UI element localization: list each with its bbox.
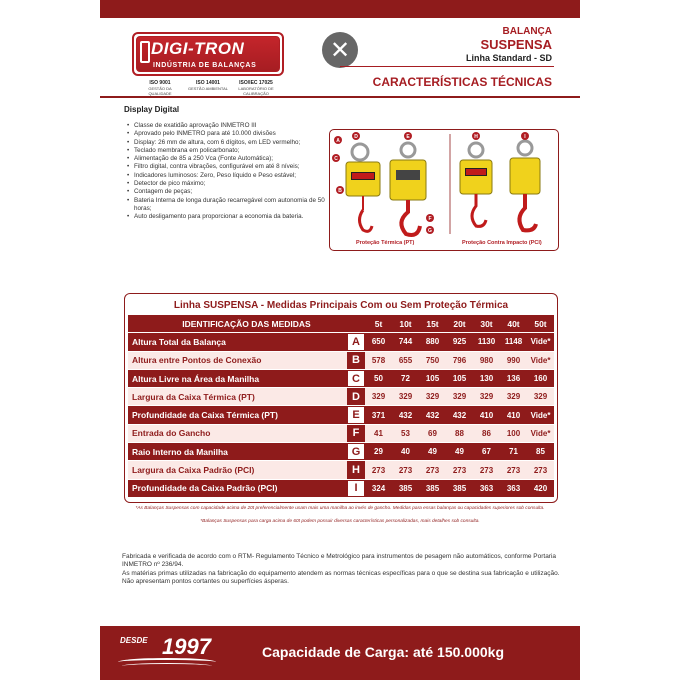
row-value: 49: [419, 443, 446, 460]
row-value: 880: [419, 333, 446, 350]
table-note-1: *As Balanças Suspensas com capacidade acima de 20t preferencialmente usam mais uma manilha ao invés de gancho. Medidas para essas balanças ou capacidades superiores sob consulta.: [135, 506, 545, 511]
row-value: 329: [473, 388, 500, 405]
row-letter: D: [347, 388, 365, 405]
row-value: 40: [392, 443, 419, 460]
cert-iso9001: ISO 9001 GESTÃO DA QUALIDADE: [148, 80, 172, 96]
feature-item: • Classe de exatidão aprovação INMETRO III: [126, 122, 326, 130]
row-letter: B: [347, 352, 365, 369]
header-line2: SUSPENSA: [480, 37, 552, 52]
capacity-header: 50t: [527, 315, 554, 332]
brand-name: DIGI-TRON: [151, 39, 245, 58]
diagram-letter: F: [428, 216, 432, 222]
row-value: 69: [419, 425, 446, 442]
row-value: 50: [365, 370, 392, 387]
row-value: 363: [473, 480, 500, 497]
feature-item: • Aprovado pelo INMETRO para até 10.000 divisões: [126, 130, 326, 138]
since-label: DESDE: [120, 636, 148, 645]
feature-item: • Contagem de peças;: [126, 188, 326, 196]
row-value: 655: [392, 352, 419, 369]
row-value: 385: [446, 480, 473, 497]
caption-pci: Proteção Contra Impacto (PCI): [462, 240, 542, 246]
row-letter: G: [347, 443, 365, 460]
row-label: Raio Interno da Manilha: [128, 443, 347, 460]
close-button[interactable]: [322, 32, 358, 68]
row-label: Altura Livre na Área da Manilha: [128, 370, 347, 387]
row-label: Altura entre Pontos de Conexão: [128, 352, 347, 369]
caption-pt: Proteção Térmica (PT): [356, 240, 415, 246]
row-value: 105: [419, 370, 446, 387]
row-value: 86: [473, 425, 500, 442]
brand-logo: [132, 32, 284, 76]
feature-item: • Bateria Interna de longa duração recarregável com autonomia de 50 horas;: [126, 197, 326, 214]
diagram-letter: B: [338, 188, 342, 194]
row-value: Vide*: [527, 333, 554, 350]
row-letter: H: [347, 461, 365, 478]
row-value: 273: [392, 461, 419, 478]
row-value: 72: [392, 370, 419, 387]
top-band: [100, 0, 580, 18]
swoosh-icon: [122, 663, 212, 669]
diagram-letter: C: [334, 156, 338, 162]
row-value: 273: [500, 461, 527, 478]
feature-list: [126, 122, 326, 222]
brand-subtitle: INDÚSTRIA DE BALANÇAS: [153, 62, 257, 69]
scale-diagram: [329, 129, 559, 251]
row-value: 796: [446, 352, 473, 369]
row-value: 273: [365, 461, 392, 478]
row-value: 410: [473, 406, 500, 423]
pt-scale-illustration: [346, 143, 426, 235]
compliance-paragraph: Fabricada e verificada de acordo com o RTM- Regulamento Técnico e Metrológico para instrumentos de pesagem não automáticos, conforme Portaria INMETRO nº 236/94.: [122, 553, 557, 569]
cert-iso17025: ISO/IEC 17025 LABORATÓRIO DE CALIBRAÇÃO: [238, 80, 274, 96]
table-row: [128, 370, 554, 387]
row-value: Vide*: [527, 425, 554, 442]
cert-iso14001: ISO 14001 GESTÃO AMBIENTAL: [188, 80, 228, 91]
feature-item: • Display: 26 mm de altura, com 6 dígitos, em LED vermelho;: [126, 139, 326, 147]
compliance-text: [122, 553, 562, 586]
row-value: 273: [473, 461, 500, 478]
feature-item: • Detector de pico máximo;: [126, 180, 326, 188]
row-value: 49: [446, 443, 473, 460]
row-value: 432: [392, 406, 419, 423]
row-value: 160: [527, 370, 554, 387]
dimensions-table-box: [124, 293, 558, 503]
table-header-label: IDENTIFICAÇÃO DAS MEDIDAS: [128, 315, 365, 332]
table-body: [128, 333, 554, 497]
compliance-paragraph: Não apresentam pontos cortantes ou superfícies ásperas.: [122, 577, 289, 585]
row-value: 85: [527, 443, 554, 460]
row-value: 980: [473, 352, 500, 369]
row-value: 329: [365, 388, 392, 405]
section-divider: [100, 96, 580, 98]
header-divider: [340, 66, 554, 67]
table-row: [128, 461, 554, 478]
row-value: 136: [500, 370, 527, 387]
diagram-letter: H: [474, 134, 478, 140]
row-value: 41: [365, 425, 392, 442]
table-row: [128, 406, 554, 423]
diagram-letter: G: [428, 228, 432, 234]
row-label: Profundidade da Caixa Padrão (PCI): [128, 480, 347, 497]
table-row: [128, 443, 554, 460]
row-value: 329: [392, 388, 419, 405]
row-letter: A: [347, 333, 365, 350]
feature-item: • Teclado membrana em policarbonato;: [126, 147, 326, 155]
row-value: 329: [500, 388, 527, 405]
feature-item: • Filtro digital, contra vibrações, configurável em até 8 níveis;: [126, 163, 326, 171]
row-value: 650: [365, 333, 392, 350]
row-value: 385: [392, 480, 419, 497]
row-value: 273: [419, 461, 446, 478]
close-icon: ✕: [329, 36, 351, 64]
row-value: 273: [446, 461, 473, 478]
row-letter: C: [347, 370, 365, 387]
row-value: 990: [500, 352, 527, 369]
row-value: 371: [365, 406, 392, 423]
since-year: 1997: [162, 634, 211, 659]
row-value: 53: [392, 425, 419, 442]
certifications: [138, 80, 278, 96]
row-value: 432: [446, 406, 473, 423]
row-value: 329: [419, 388, 446, 405]
row-value: 29: [365, 443, 392, 460]
row-value: Vide*: [527, 406, 554, 423]
row-label: Profundidade da Caixa Térmica (PT): [128, 406, 347, 423]
table-note-2: *Balanças Suspensas para carga acima de 60t podem possuir diversas características personalizadas, mais detalhes sob consulta.: [200, 519, 480, 524]
table-row: [128, 352, 554, 369]
header-line3: Linha Standard - SD: [465, 53, 552, 63]
header-line1: BALANÇA: [502, 26, 552, 37]
row-value: 744: [392, 333, 419, 350]
display-title: Display Digital: [124, 105, 180, 114]
table-row: [128, 388, 554, 405]
feature-item: • Indicadores luminosos: Zero, Peso líquido e Peso estável;: [126, 172, 326, 180]
row-value: 329: [527, 388, 554, 405]
table-header-row: [128, 315, 554, 332]
row-value: 130: [473, 370, 500, 387]
row-value: 71: [500, 443, 527, 460]
row-value: 100: [500, 425, 527, 442]
table-title: Linha SUSPENSA - Medidas Principais Com ou Sem Proteção Térmica: [173, 300, 509, 311]
row-value: 324: [365, 480, 392, 497]
row-label: Altura Total da Balança: [128, 333, 347, 350]
row-letter: I: [347, 480, 365, 497]
row-label: Largura da Caixa Térmica (PT): [128, 388, 347, 405]
capacity-header: 10t: [392, 315, 419, 332]
table-row: [128, 480, 554, 497]
scale-diagram-illustration: [330, 130, 559, 251]
section-title: CARACTERÍSTICAS TÉCNICAS: [372, 75, 552, 89]
pci-scale-illustration: [450, 134, 540, 234]
row-value: 1148: [500, 333, 527, 350]
diagram-letter: I: [524, 134, 526, 140]
capacity-text: Capacidade de Carga: até 150.000kg: [262, 644, 505, 660]
row-value: 385: [419, 480, 446, 497]
footer-band: [100, 626, 580, 680]
table-row: [128, 425, 554, 442]
row-value: 105: [446, 370, 473, 387]
capacity-header: 5t: [365, 315, 392, 332]
capacity-header: 20t: [446, 315, 473, 332]
table-row: [128, 333, 554, 350]
feature-item: • Alimentação de 85 a 250 Vca (Fonte Automática);: [126, 155, 326, 163]
row-letter: E: [347, 406, 365, 423]
capacity-header: 30t: [473, 315, 500, 332]
row-label: Entrada do Gancho: [128, 425, 347, 442]
row-value: 273: [527, 461, 554, 478]
row-value: 925: [446, 333, 473, 350]
row-value: 432: [419, 406, 446, 423]
capacity-header: 40t: [500, 315, 527, 332]
row-value: 410: [500, 406, 527, 423]
row-label: Largura da Caixa Padrão (PCI): [128, 461, 347, 478]
logo-mark-icon: [140, 41, 150, 63]
diagram-letter: E: [406, 134, 410, 140]
row-value: Vide*: [527, 352, 554, 369]
row-letter: F: [347, 425, 365, 442]
capacity-header: 15t: [419, 315, 446, 332]
row-value: 750: [419, 352, 446, 369]
row-value: 88: [446, 425, 473, 442]
row-value: 329: [446, 388, 473, 405]
diagram-letter: D: [354, 134, 358, 140]
compliance-paragraph: As matérias primas utilizadas na fabricação do equipamento atendem as normas técnicas específicas para o que se destina sua fabricação e utilização.: [122, 569, 560, 577]
row-value: 578: [365, 352, 392, 369]
row-value: 67: [473, 443, 500, 460]
row-value: 420: [527, 480, 554, 497]
dimensions-table: [128, 314, 554, 498]
spec-sheet-page: [100, 0, 580, 680]
diagram-letter: A: [336, 138, 340, 144]
row-value: 363: [500, 480, 527, 497]
row-value: 1130: [473, 333, 500, 350]
feature-item: • Auto desligamento para proporcionar a economia da bateria.: [126, 213, 326, 221]
